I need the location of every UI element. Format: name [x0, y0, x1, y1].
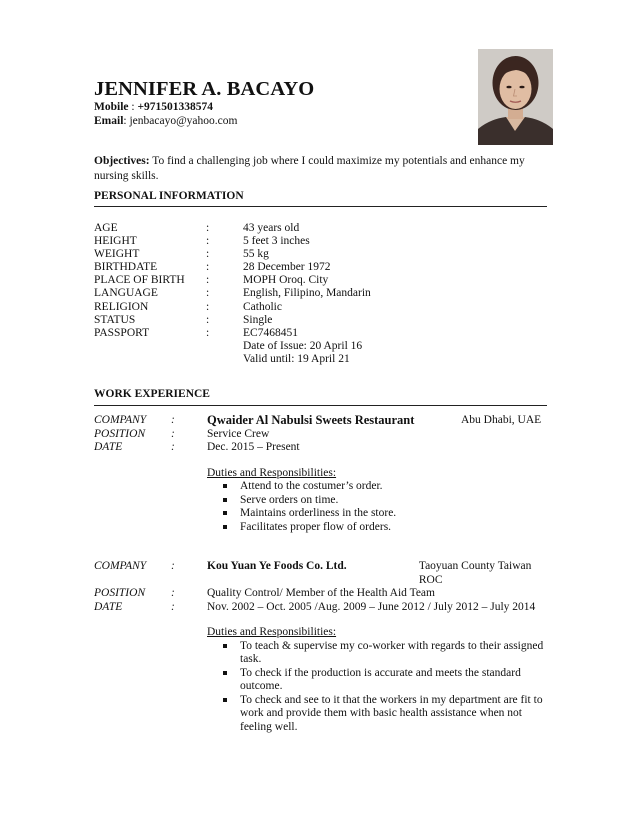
- field-label: POSITION: [94, 427, 146, 440]
- field-label: COMPANY: [94, 414, 147, 426]
- objectives-text: To find a challenging job where I could maximize my potentials and enhance my nursing skills.: [94, 155, 525, 182]
- duty-item: To check and see to it that the workers in my department are fit to work and provide them with basic health assistance when not feeling well.: [207, 694, 547, 735]
- date-row: [94, 601, 554, 615]
- email-line: [94, 115, 237, 127]
- mobile-number: +971501338574: [137, 101, 214, 113]
- applicant-name: JENNIFER A. BACAYO: [94, 78, 315, 100]
- field-colon: :: [206, 313, 210, 326]
- job-entry: [94, 414, 554, 534]
- duty-item: Maintains orderliness in the store.: [207, 507, 547, 521]
- mobile-line: [94, 101, 213, 113]
- personal-info-row: [94, 340, 534, 353]
- field-colon: [206, 353, 243, 366]
- duties-section: [207, 626, 547, 734]
- field-colon: :: [171, 560, 175, 572]
- field-label: DATE: [94, 441, 123, 453]
- field-colon: :: [206, 222, 210, 234]
- field-value: [207, 560, 554, 587]
- field-colon: :: [206, 235, 210, 248]
- field-value: 28 December 1972: [243, 261, 331, 274]
- company-row: [94, 414, 554, 428]
- field-value: 43 years old: [243, 222, 300, 234]
- field-value: Date of Issue: 20 April 16: [243, 339, 363, 352]
- field-label: LANGUAGE: [94, 287, 158, 300]
- duties-section: [207, 467, 547, 535]
- field-value: English, Filipino, Mandarin: [243, 287, 371, 300]
- position-row: [94, 587, 554, 601]
- duties-heading: Duties and Responsibilities:: [207, 626, 337, 638]
- company-location: Abu Dhabi, UAE: [461, 414, 542, 426]
- work-experience-divider: [94, 405, 547, 406]
- personal-info-divider: [94, 206, 547, 207]
- personal-info-heading: PERSONAL INFORMATION: [94, 190, 244, 202]
- field-label: POSITION: [94, 587, 146, 599]
- field-label: [94, 353, 206, 366]
- field-colon: :: [206, 248, 210, 261]
- mobile-label: Mobile: [94, 101, 129, 113]
- field-colon: :: [206, 326, 210, 339]
- field-label: [94, 340, 206, 353]
- field-label: BIRTHDATE: [94, 261, 158, 274]
- personal-info-row: [94, 235, 534, 248]
- objectives-label: Objectives:: [94, 155, 150, 167]
- field-value: Dec. 2015 – Present: [207, 441, 300, 453]
- company-location: Taoyuan County Taiwan ROC: [418, 560, 532, 586]
- field-label: WEIGHT: [94, 248, 140, 261]
- job-entry: [94, 560, 554, 734]
- field-colon: :: [171, 587, 175, 599]
- profile-photo: [478, 49, 553, 145]
- field-colon: :: [206, 261, 210, 274]
- duties-list: [207, 640, 547, 735]
- personal-info-row: [94, 314, 534, 327]
- work-experience-heading: WORK EXPERIENCE: [94, 388, 210, 400]
- duty-item: Facilitates proper flow of orders.: [207, 521, 547, 535]
- field-colon: :: [171, 414, 175, 426]
- personal-info-row: [94, 274, 534, 287]
- duty-item: To teach & supervise my co-worker with regards to their assigned task.: [207, 640, 547, 667]
- field-colon: :: [171, 441, 175, 453]
- field-label: STATUS: [94, 313, 136, 326]
- field-value: 5 feet 3 inches: [243, 235, 310, 248]
- personal-info-row: [94, 353, 534, 366]
- date-row: [94, 441, 554, 455]
- personal-info-table: [94, 222, 534, 366]
- field-label: DATE: [94, 600, 123, 613]
- company-row: [94, 560, 554, 587]
- field-label: PASSPORT: [94, 326, 150, 339]
- field-label: AGE: [94, 222, 118, 234]
- field-value: Valid until: 19 April 21: [243, 352, 350, 365]
- field-value: [207, 414, 554, 428]
- field-label: COMPANY: [94, 560, 147, 572]
- company-name: Qwaider Al Nabulsi Sweets Restaurant: [207, 413, 415, 427]
- field-value: Catholic: [243, 300, 282, 313]
- field-label: PLACE OF BIRTH: [94, 274, 185, 287]
- field-value: EC7468451: [243, 326, 298, 339]
- duty-item: Attend to the costumer’s order.: [207, 480, 547, 494]
- email-address: jenbacayo@yahoo.com: [129, 115, 238, 127]
- duty-item: Serve orders on time.: [207, 494, 547, 508]
- field-value: Service Crew: [207, 427, 270, 440]
- field-value: Quality Control/ Member of the Health Aid Team: [207, 587, 435, 599]
- field-value: Nov. 2002 – Oct. 2005 /Aug. 2009 – June 2012 / July 2012 – July 2014: [207, 600, 536, 613]
- email-separator: :: [123, 115, 130, 127]
- personal-info-row: [94, 327, 534, 340]
- field-colon: :: [206, 274, 210, 287]
- field-value: MOPH Oroq. City: [243, 274, 329, 287]
- personal-info-row: [94, 301, 534, 314]
- field-value: Single: [243, 313, 273, 326]
- duty-item: To check if the production is accurate and meets the standard outcome.: [207, 667, 547, 694]
- field-value: 55 kg: [243, 248, 269, 261]
- field-colon: :: [171, 427, 175, 440]
- personal-info-row: [94, 248, 534, 261]
- objectives-paragraph: [94, 154, 554, 184]
- mobile-separator: :: [128, 101, 138, 113]
- field-colon: :: [171, 600, 175, 613]
- duties-list: [207, 480, 547, 534]
- personal-info-row: [94, 222, 534, 235]
- personal-info-row: [94, 287, 534, 300]
- field-colon: :: [206, 287, 210, 300]
- field-label: HEIGHT: [94, 235, 137, 248]
- duties-heading: Duties and Responsibilities:: [207, 466, 337, 479]
- personal-info-row: [94, 261, 534, 274]
- position-row: [94, 428, 554, 442]
- field-label: RELIGION: [94, 300, 149, 313]
- field-colon: [206, 340, 243, 353]
- company-name: Kou Yuan Ye Foods Co. Ltd.: [207, 560, 347, 572]
- email-label: Email: [94, 115, 124, 127]
- field-colon: :: [206, 300, 210, 313]
